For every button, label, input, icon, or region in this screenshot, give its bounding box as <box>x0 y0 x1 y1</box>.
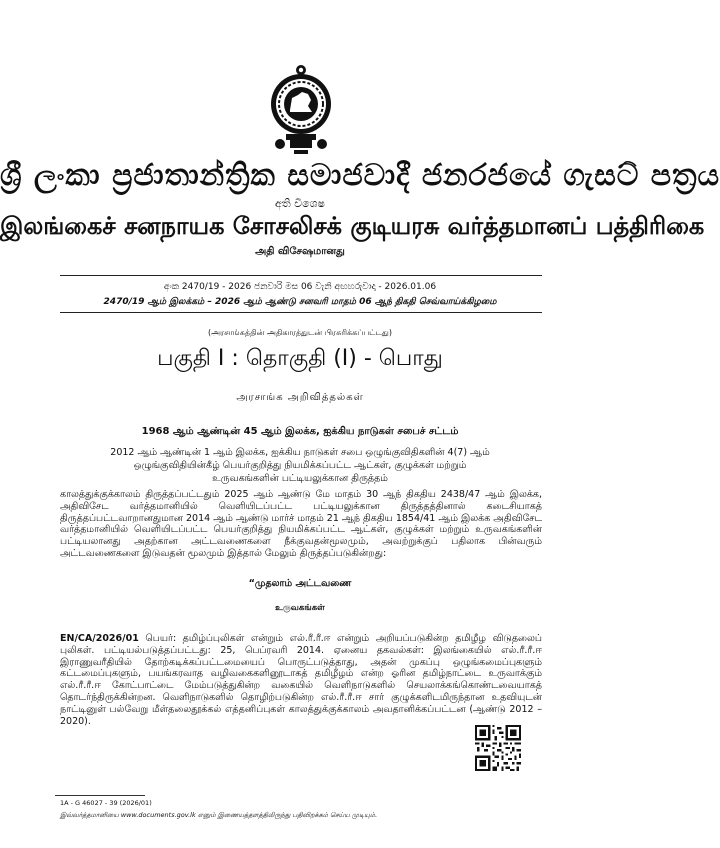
print-code: 1A - G 46027 - 39 (2026/01) <box>60 799 152 807</box>
gazette-number-tamil: 2470/19 ஆம் இலக்கம் – 2026 ஆம் ஆண்டு சனவரி மாதம் 06 ஆந் திகதி செவ்வாய்க்கிழமை <box>103 297 497 307</box>
entity-entry <box>60 633 542 727</box>
part-title: பகுதி I : தொகுதி (I) - பொது <box>157 346 443 371</box>
qr-code-icon <box>475 725 521 771</box>
footer-divider <box>55 795 145 796</box>
sri-lanka-emblem-icon <box>268 62 334 158</box>
entity-code: EN/CA/2026/01 <box>60 633 139 644</box>
notices-heading: அரசாங்க அறிவித்தல்கள் <box>236 392 364 403</box>
header-divider <box>60 275 542 276</box>
amendment-body: காலத்துக்குக்காலம் திருத்தப்பட்டதும் 2025 ஆம் ஆண்டு மே மாதம் 30 ஆந் திகதிய 2438/47 ஆம் இலக்க, அதிவிசேட வர்த்தமானியில் வெளியிடப்பட்ட பட்டியலுக்கான திருத்தத்தினால் கடைசியாகத் திருத்தப்பட்டவாறானதுமான 2014 ஆம் ஆண்டு மார்ச் மாதம் 21 ஆந் திகதிய 1854/41 ஆம் இலக்க அதிவிசேட வர்த்தமானியில் வெளியிடப்பட்ட பெயர்குறித்து நியமிக்கப்பட்ட ஆட்கள், குழுக்கள் மற்றும் உருவகங்களின் பட்டியலானது அதற்கான அட்டவணைகளை நீக்குவதன்மூலமும், அவற்றுக்குப் பதிலாக பின்வரும் அட்டவணைகளை இடுவதன் மூலமும் இத்தால் மேலும் திருத்தப்படுகின்றது: <box>60 489 543 559</box>
website-note: இவ்வர்த்தமானியை www.documents.gov.lk எனும் இணையத்தளத்திலிருந்து பதிவிறக்கம் செய்ய முடியும். <box>60 811 378 819</box>
number-divider <box>60 312 542 313</box>
entities-heading: உருவகங்கள் <box>275 603 325 613</box>
schedule-heading: “முதலாம் அட்டவணை <box>248 578 352 589</box>
gazette-number-sinhala: අංක 2470/19 - 2026 ජනවාරි මස 06 වැනි අඟහරුවාදා - 2026.01.06 <box>163 282 437 292</box>
entity-details: பெயர்: தமிழ்ப்புலிகள் என்றும் எல்.ரீ.ரீ.ஈ என்றும் அறியப்படுகின்ற தமிழீழ விடுதலைப் புலிகள். பட்டியல்படுத்தப்பட்டது: 25, பெப்ரவரி 2014. ஏனைய தகவல்கள்: இலங்கையில் எல்.ரீ.ரீ.ஈ இராணுவரீதியில் தோற்கடிக்கப்பட்டமையைப் பொருட்படுத்தாது, அதன் முகப்பு ஒழுங்கமைப்புகளும் கட்டமைப்புகளும், பயங்கரவாத வழிவகைகளினூடாகத் தமிழீழம் என்ற ஓரின தமிழ்நாட்டை உருவாக்கும் எல்.ரீ.ரீ.ஈ கோட்பாட்டை மேம்படுத்துகின்ற வகையில் வெளிநாடுகளில் செயலாக்கங்கொண்டவையாகத் தொடர்ந்திருக்கின்றன. வெளிநாடுகளில் தொழிற்படுகின்ற எல்.ரீ.ரீ.ஈ சார் குழுக்களிடமிருந்தான உதவியுடன் நாட்டினுள் பல்வேறு மீள்தலைதூக்கல் எத்தனிப்புகள் காலத்துக்குக்காலம் அவதானிக்கப்பட்டன (ஆண்டு 2012 – 2020). <box>60 633 542 727</box>
gazette-title-sinhala: ශ්‍රී ලංකා ප්‍රජාතාන්ත්‍රික සමාජවාදී ජනරජයේ ගැසට් පත්‍රය <box>0 158 720 193</box>
amendment-intro: 2012 ஆம் ஆண்டின் 1 ஆம் இலக்க, ஐக்கிய நாடுகள் சபை ஒழுங்குவிதிகளின் 4(7) ஆம் ஒழுங்குவிதியின்கீழ் பெயர்குறித்து நியமிக்கப்பட்ட ஆட்கள், குழுக்கள் மற்றும் உருவகங்களின் பட்டியலுக்கான திருத்தம் <box>110 447 490 484</box>
authority-note: (அரசாங்கத்தின் அதிகாரத்துடன் பிரசுரிக்கப்பட்டது) <box>208 328 392 337</box>
gazette-subtitle-sinhala: අති විශෙෂ <box>275 197 325 210</box>
gazette-subtitle-tamil: அதி விசேஷமானது <box>255 246 345 257</box>
act-heading: 1968 ஆம் ஆண்டின் 45 ஆம் இலக்க, ஐக்கிய நாடுகள் சபைச் சட்டம் <box>141 426 459 437</box>
gazette-title-tamil: இலங்கைச் சனநாயக சோசலிசக் குடியரசு வர்த்தமானப் பத்திரிகை <box>0 212 705 240</box>
